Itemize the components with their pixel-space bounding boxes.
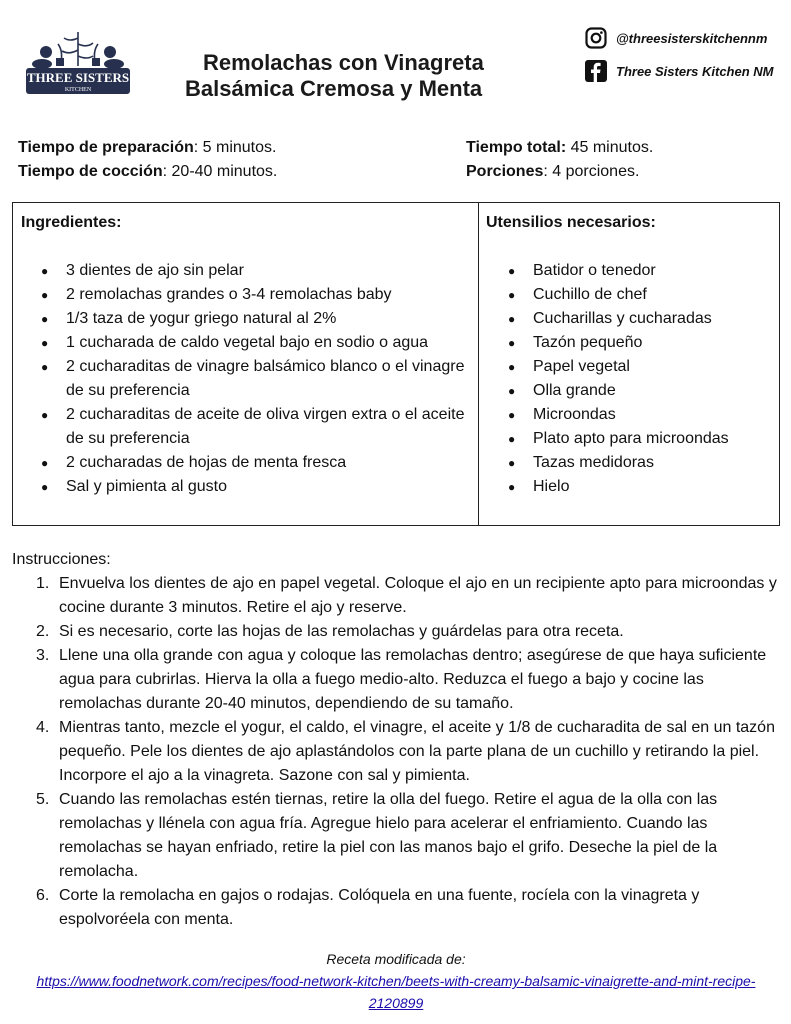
- instagram-link[interactable]: [585, 26, 774, 50]
- social-links: [585, 26, 774, 92]
- utensil-item: ● Plato apto para microondas: [486, 427, 771, 451]
- recipe-title-line-1: Remolachas con Vinagreta: [203, 50, 484, 75]
- instructions-heading: Instrucciones:: [12, 551, 111, 568]
- prep-time: [18, 136, 277, 160]
- logo-graphic: [22, 22, 134, 98]
- cook-time-value: : 20-40 minutos.: [162, 163, 278, 180]
- ingredient-item: ● 2 cucharadas de hojas de menta fresca: [21, 451, 470, 475]
- utensil-item: ● Papel vegetal: [486, 355, 771, 379]
- ingredients-heading: Ingredientes:: [21, 214, 122, 231]
- utensil-item: ● Olla grande: [486, 379, 771, 403]
- total-time-label: Tiempo total:: [466, 139, 567, 156]
- utensil-item: ● Batidor o tenedor: [486, 259, 771, 283]
- prep-time-value: : 5 minutos.: [193, 139, 277, 156]
- ingredients-column: [13, 203, 479, 525]
- instruction-step-text: Corte la remolacha en gajos o rodajas. Colóquela en una fuente, rocíela con la vinagreta y espolvoréela con menta.: [59, 887, 700, 928]
- prep-time-label: Tiempo de preparación: [18, 139, 194, 156]
- ingredient-item: ● 1 cucharada de caldo vegetal bajo en sodio o agua: [21, 331, 470, 355]
- utensil-item: ● Tazón pequeño: [486, 331, 771, 355]
- facebook-icon: [585, 60, 607, 82]
- utensil-item: ● Cuchillo de chef: [486, 283, 771, 307]
- instruction-step-text: Cuando las remolachas estén tiernas, retire la olla del fuego. Retire el agua de la olla con las remolachas y llénela con agua fría. Agregue hielo para acelerar el enfriamiento. Cuando las remolachas se hayan enfriado, retire la piel con las manos bajo el grifo. Deseche la piel de la remolacha.: [59, 791, 718, 880]
- time-info-right: [466, 136, 653, 184]
- instruction-step-text: Mientras tanto, mezcle el yogur, el caldo, el vinagre, el aceite y 1/8 de cucharadita de sal en un tazón pequeño. Pele los dientes de ajo aplastándolos con la parte plana de un cuchillo y retirando la piel. Incorpore el ajo a la vinagreta. Sazone con sal y pimienta.: [59, 719, 775, 784]
- ingredients-utensils-table: [12, 202, 780, 526]
- time-info-left: [18, 136, 277, 184]
- ingredient-item: ● 3 dientes de ajo sin pelar: [21, 259, 470, 283]
- servings-value: : 4 porciones.: [543, 163, 640, 180]
- instruction-step: 5. Cuando las remolachas estén tiernas, retire la olla del fuego. Retire el agua de la olla con las remolachas y llénela con agua fría. Agregue hielo para acelerar el enfriamiento. Cuando las remolachas se hayan enfriado, retire la piel con las manos bajo el grifo. Deseche la piel de la remolacha.: [36, 791, 718, 880]
- instruction-step: 4. Mientras tanto, mezcle el yogur, el caldo, el vinagre, el aceite y 1/8 de cucharadita de sal en un tazón pequeño. Pele los dientes de ajo aplastándolos con la parte plana de un cuchillo y retirando la piel. Incorpore el ajo a la vinagreta. Sazone con sal y pimienta.: [36, 719, 775, 784]
- servings-label: Porciones: [466, 163, 544, 180]
- instructions-list: [12, 572, 780, 932]
- instruction-step: 3. Llene una olla grande con agua y coloque las remolachas dentro; asegúrese de que haya suficiente agua para cubrirlas. Hierva la olla a fuego medio-alto. Reduzca el fuego a bajo y cocine las remolachas durante 20-40 minutos, dependiendo de su tamaño.: [36, 647, 767, 712]
- facebook-link[interactable]: [585, 59, 774, 83]
- utensil-item: ● Cucharillas y cucharadas: [486, 307, 771, 331]
- utensil-item: ● Tazas medidoras: [486, 451, 771, 475]
- logo-text: THREE SISTERS: [26, 70, 130, 85]
- source-label: Receta modificada de:: [326, 951, 466, 967]
- ingredients-list: [21, 259, 470, 499]
- instagram-icon: [585, 27, 607, 49]
- recipe-title-line-2: Balsámica Cremosa y Menta: [185, 76, 483, 101]
- instruction-step: 2. Si es necesario, corte las hojas de las remolachas y guárdelas para otra receta.: [36, 623, 624, 640]
- instructions-section: [12, 548, 780, 932]
- recipe-title: [160, 50, 520, 102]
- ingredient-item: ● 2 remolachas grandes o 3-4 remolachas baby: [21, 283, 470, 307]
- cook-time-label: Tiempo de cocción: [18, 163, 163, 180]
- servings: [466, 160, 653, 184]
- utensils-list: [486, 259, 771, 499]
- ingredient-item: ● 1/3 taza de yogur griego natural al 2%: [21, 307, 470, 331]
- ingredient-item: ● 2 cucharaditas de aceite de oliva virgen extra o el aceite de su preferencia: [21, 403, 470, 451]
- instruction-step: 1. Envuelva los dientes de ajo en papel vegetal. Coloque el ajo en un recipiente apto para microondas y cocine durante 3 minutos. Retire el ajo y reserve.: [36, 575, 777, 616]
- cook-time: [18, 160, 277, 184]
- utensil-item: ● Hielo: [486, 475, 771, 499]
- facebook-page-name: Three Sisters Kitchen NM: [616, 63, 774, 79]
- three-sisters-logo: [22, 22, 134, 98]
- instagram-handle: @threesisterskitchennm: [616, 30, 768, 46]
- ingredient-item: ● 2 cucharaditas de vinagre balsámico blanco o el vinagre de su preferencia: [21, 355, 470, 403]
- ingredient-item: ● Sal y pimienta al gusto: [21, 475, 470, 499]
- recipe-source: [12, 948, 780, 1014]
- instruction-step-text: Si es necesario, corte las hojas de las remolachas y guárdelas para otra receta.: [59, 623, 624, 640]
- instruction-step-text: Envuelva los dientes de ajo en papel vegetal. Coloque el ajo en un recipiente apto para microondas y cocine durante 3 minutos. Retire el ajo y reserve.: [59, 575, 777, 616]
- total-time: [466, 136, 653, 160]
- source-link[interactable]: https://www.foodnetwork.com/recipes/food-network-kitchen/beets-with-creamy-balsamic-vinaigrette-and-mint-recipe-2120899: [36, 973, 756, 1011]
- logo-subtext: KITCHEN: [64, 87, 92, 93]
- utensils-column: [479, 203, 779, 525]
- instruction-step-text: Llene una olla grande con agua y coloque las remolachas dentro; asegúrese de que haya suficiente agua para cubrirlas. Hierva la olla a fuego medio-alto. Reduzca el fuego a bajo y cocine las remolachas durante 20-40 minutos, dependiendo de su tamaño.: [59, 647, 767, 712]
- utensil-item: ● Microondas: [486, 403, 771, 427]
- utensils-heading: Utensilios necesarios:: [486, 214, 656, 231]
- total-time-value: 45 minutos.: [566, 139, 654, 156]
- instruction-step: 6. Corte la remolacha en gajos o rodajas. Colóquela en una fuente, rocíela con la vinagreta y espolvoréela con menta.: [36, 887, 700, 928]
